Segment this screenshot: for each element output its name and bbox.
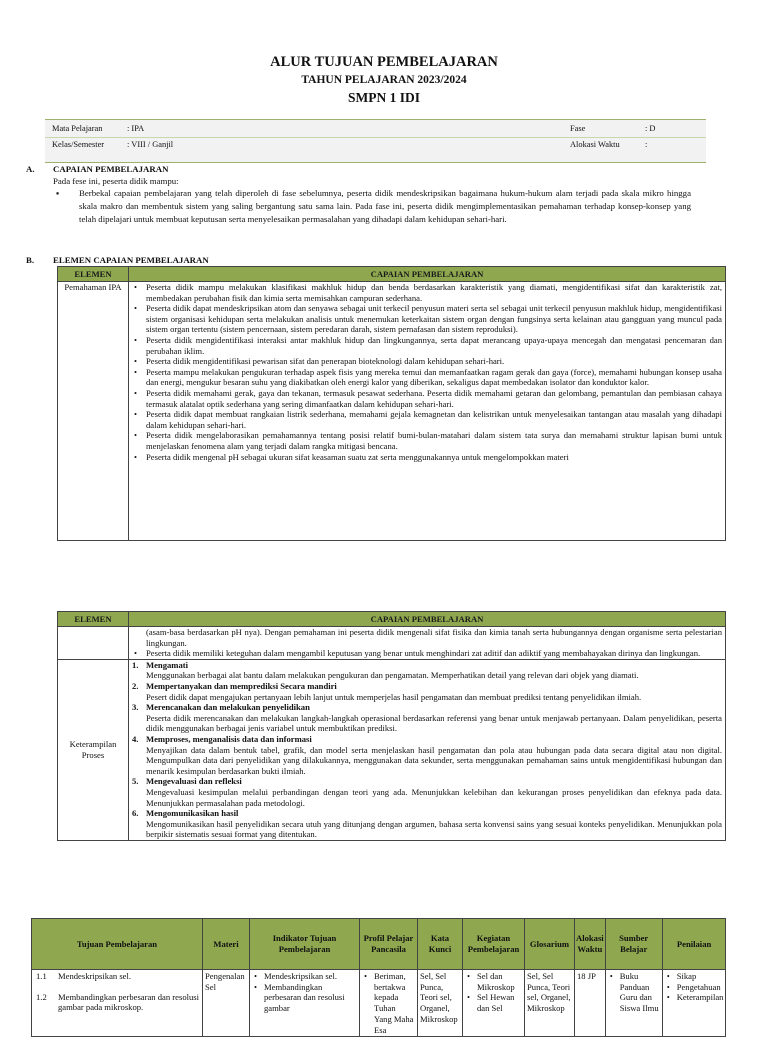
cp-item: • Peserta didik memahami gerak, gaya dan tekanan, termasuk pesawat sederhana. Peserta didik memahami getaran dan gelombang, pemantulan dan pembiasan cahaya termasuk alatalat optik sederhana yang sering dimanfaatkan dalam kehidupan sehari-hari. [146,388,722,409]
process-step: 1. Mengamati Menggunakan berbagai alat bantu dalam melakukan pengukuran dan pengamatan. Memperhatikan detail yang relevan dari objek yang diamati. [132,659,639,681]
school-name: SMPN 1 IDI [347,90,420,105]
cp-keterampilan-proses [129,659,726,840]
section-a-title: CAPAIAN PEMBELAJARAN [53,164,169,174]
elemen-keterampilan-proses: Keterampilan Proses [58,659,129,840]
header-kata-kunci: Kata Kunci [418,919,463,970]
process-step: 2. Mempertanyakan dan memprediksi Secara mandiri Pesert didik dapat mengajukan pertanyaan lebih lanjut untuk memperjelas hasil pengamatan dan membuat prediksi tentang penyelidikan ilmiah. [132,680,642,702]
subject-value: : IPA [127,124,145,133]
header-glosarium: Glosarium [525,919,575,970]
cp-table-part-1 [57,266,726,541]
document-title: ALUR TUJUAN PEMBELAJARAN [270,54,498,70]
cp-item: • Peserta didik mengelaborasikan pemahamannya tentang posisi relatif bumi-bulan-matahari dalam sistem tata surya dan memahami struktur lapisan bumi untuk menjelaskan fenomena alam yang terjadi dalam rangka mitigasi bencana. [146,430,722,451]
header-penilaian: Penilaian [662,919,726,970]
kegiatan-cell: • Sel dan Mikroskop • Sel Hewan dan Sel [463,970,525,1037]
indikator-cell: • Mendeskripsikan sel. • Membandingkan perbesaran dan resolusi gambar [250,970,360,1037]
cp-item: • Peserta didik dapat membuat rangkaian listrik sederhana, memahami gejala kemagnetan dan kelistrikan untuk menyelesaikan tantangan atau masalah yang dihadapi dalam kehidupan sehari-hari. [146,409,722,430]
section-a-bullet: Berbekal capaian pembelajaran yang telah diperoleh di fase sebelumnya, peserta didik mendeskripsikan bagaimana hukum-hukum alam terjadi pada skala mikro hingga skala makro dan membentuk sistem yang saling bergantung satu sama lain. Pada fase ini, peserta didik mengimplementasikan pemahaman terhadap konsep-konsep yang telah dipelajari untuk membuat keputusan serta menyelesaikan permasalahan yang dihadapi dalam kehidupan sehari-hari. [79,188,691,224]
time-allocation-value: : [645,140,648,149]
elemen-continued-empty [58,627,129,660]
sumber-cell: • Buku Panduan Guru dan Siswa Ilmu [605,970,662,1037]
cp-item: • Peserta mampu melakukan pengukuran terhadap aspek fisis yang mereka temui dan memanfaatkan ragam gerak dan gaya (force), memahami hubungan konsep usaha dan energi, mengukur besaran suhu yang diakibatkan oleh energi kalor yang diberikan, sekaligus dapat membedakan isolator dan konduktor kalor. [146,367,722,388]
cp-item: • Peserta didik dapat mendeskripsikan atom dan senyawa sebagai unit terkecil penyusun materi serta sel sebagai unit terkecil penyusun makhluk hidup, mengidentifikasi sistem organisasi kehidupan serta melakukan analisis untuk menemukan keterkaitan sistem organ dengan fungsinya serta kelainan atau gangguan yang muncul pada sistem organ tertentu (sistem pencernaan, sistem peredaran darah, sistem pernafasan dan sistem reproduksi). [146,303,722,335]
process-step: 6. Mengomunikasikan hasil Mengomunikasikan hasil penyelidikan secara utuh yang ditunjang dengan argumen, bahasa serta konvensi sains yang sesuai konteks penyelidikan. Menunjukkan pola berpikir sistematis sesuai format yang ditentukan. [132,808,722,840]
phase-value: : D [645,124,656,133]
section-a-intro: Pada fese ini, peserta didik mampu: [53,176,179,186]
cp-continued [129,627,726,660]
class-value: : VIII / Ganjil [127,140,174,149]
class-label: Kelas/Semester [52,140,105,149]
penilaian-cell: • Sikap • Pengetahuan • Keterampilan [662,970,726,1037]
cp-table-part-2 [57,611,726,841]
cp-item: • Peserta didik mengidentifikasi pewarisan sifat dan penerapan bioteknologi dalam kehidupan sehari-hari. [146,356,722,367]
subject-label: Mata Pelajaran [52,124,103,133]
col-header-capaian: CAPAIAN PEMBELAJARAN [129,267,726,282]
cp-continued-text: (asam-basa berdasarkan pH nya). Dengan pemahaman ini peserta didik mengenali sifat fisika dan kimia tanah serta hubungannya dengan organisme serta pelestarian lingkungan. [146,627,722,648]
col-header-elemen: ELEMEN [58,612,129,627]
tujuan-pembelajaran-table [31,918,726,1037]
materi-cell: Pengenalan Sel [203,970,250,1037]
col-header-elemen: ELEMEN [58,267,129,282]
kata-kunci-cell: Sel, Sel Punca, Teori sel, Organel, Mikroskop [418,970,463,1037]
section-b-title: ELEMEN CAPAIAN PEMBELAJARAN [53,255,209,265]
header-tujuan: Tujuan Pembelajaran [32,919,203,970]
cp-item: • Peserta didik memiliki keteguhan dalam mengambil keputusan yang benar untuk menghindari zat aditif dan adiktif yang membahayakan dirinya dan lingkungan. [146,648,722,659]
process-step: 3. Merencanakan dan melakukan penyelidikan Peserta didik merencanakan dan melakukan langkah-langkah operasional berdasarkan referensi yang benar untuk menjawab pertanyaan. Dalam penyelidikan, peserta didik menggunakan berbagai jenis variabel untuk membuktikan prediksi. [132,702,722,734]
header-sumber: Sumber Belajar [605,919,662,970]
process-step: 4. Memproses, menganalisis data dan informasi Menyajikan data dalam bentuk tabel, grafik, dan model serta menjelaskan hasil pengamatan dan pola atau hubungan pada data secara digital atau non digital. Mengumpulkan data dari penyelidikan yang dilakukannya, menggunakan data sekunder, serta menggunakan pemahaman sains untuk mengidentifikasi hubungan dan menarik kesimpulan berdasarkan bukti ilmiah. [132,733,722,776]
section-a-letter: A. [26,164,35,174]
phase-label: Fase [570,124,586,133]
cp-item: • Peserta didik mengidentifikasi interaksi antar makhluk hidup dan lingkungannya, serta dapat merancang upaya-upaya mencegah dan mengatasi pencemaran dan perubahan iklim. [146,335,722,356]
glosarium-cell: Sel, Sel Punca, Teori sel, Organel, Mikroskop [525,970,575,1037]
elemen-pemahaman-ipa: Pemahaman IPA [58,282,129,541]
header-materi: Materi [203,919,250,970]
academic-year: TAHUN PELAJARAN 2023/2024 [301,74,467,86]
header-profil: Profil Pelajar Pancasila [360,919,418,970]
course-info-box [45,119,706,163]
header-indikator: Indikator Tujuan Pembelajaran [250,919,360,970]
alokasi-cell: 18 JP [575,970,606,1037]
cp-pemahaman-ipa [129,282,726,541]
time-allocation-label: Alokasi Waktu [570,140,620,149]
profil-cell: • Beriman, bertakwa kepada Tuhan Yang Maha Esa [360,970,418,1037]
header-alokasi: Alokasi Waktu [575,919,606,970]
cp-item: • Peserta didik mengenal pH sebagai ukuran sifat keasaman suatu zat serta menggunakannya untuk mengelompokkan materi [146,452,722,463]
cp-item: • Peserta didik mampu melakukan klasifikasi makhluk hidup dan benda berdasarkan karakteristik yang diamati, mengidentifikasi sifat dan karakteristik zat, membedakan perubahan fisik dan kimia serta memisahkan campuran sederhana. [146,282,722,303]
bullet-icon: ▪ [56,188,60,198]
header-kegiatan: Kegiatan Pembelajaran [463,919,525,970]
process-step: 5. Mengevaluasi dan refleksi Mengevaluasi kesimpulan melalui perbandingan dengan teori yang ada. Menunjukkan kelebihan dan kekurangan proses penyelidikan dan efeknya pada data. Menunjukkan permasalahan pada metodologi. [132,776,722,808]
col-header-capaian: CAPAIAN PEMBELAJARAN [129,612,726,627]
section-b-letter: B. [26,255,35,265]
tujuan-cell: 1.1 Mendeskripsikan sel. 1.2 Membandingkan perbesaran dan resolusi gambar pada mikroskop. [32,970,203,1037]
